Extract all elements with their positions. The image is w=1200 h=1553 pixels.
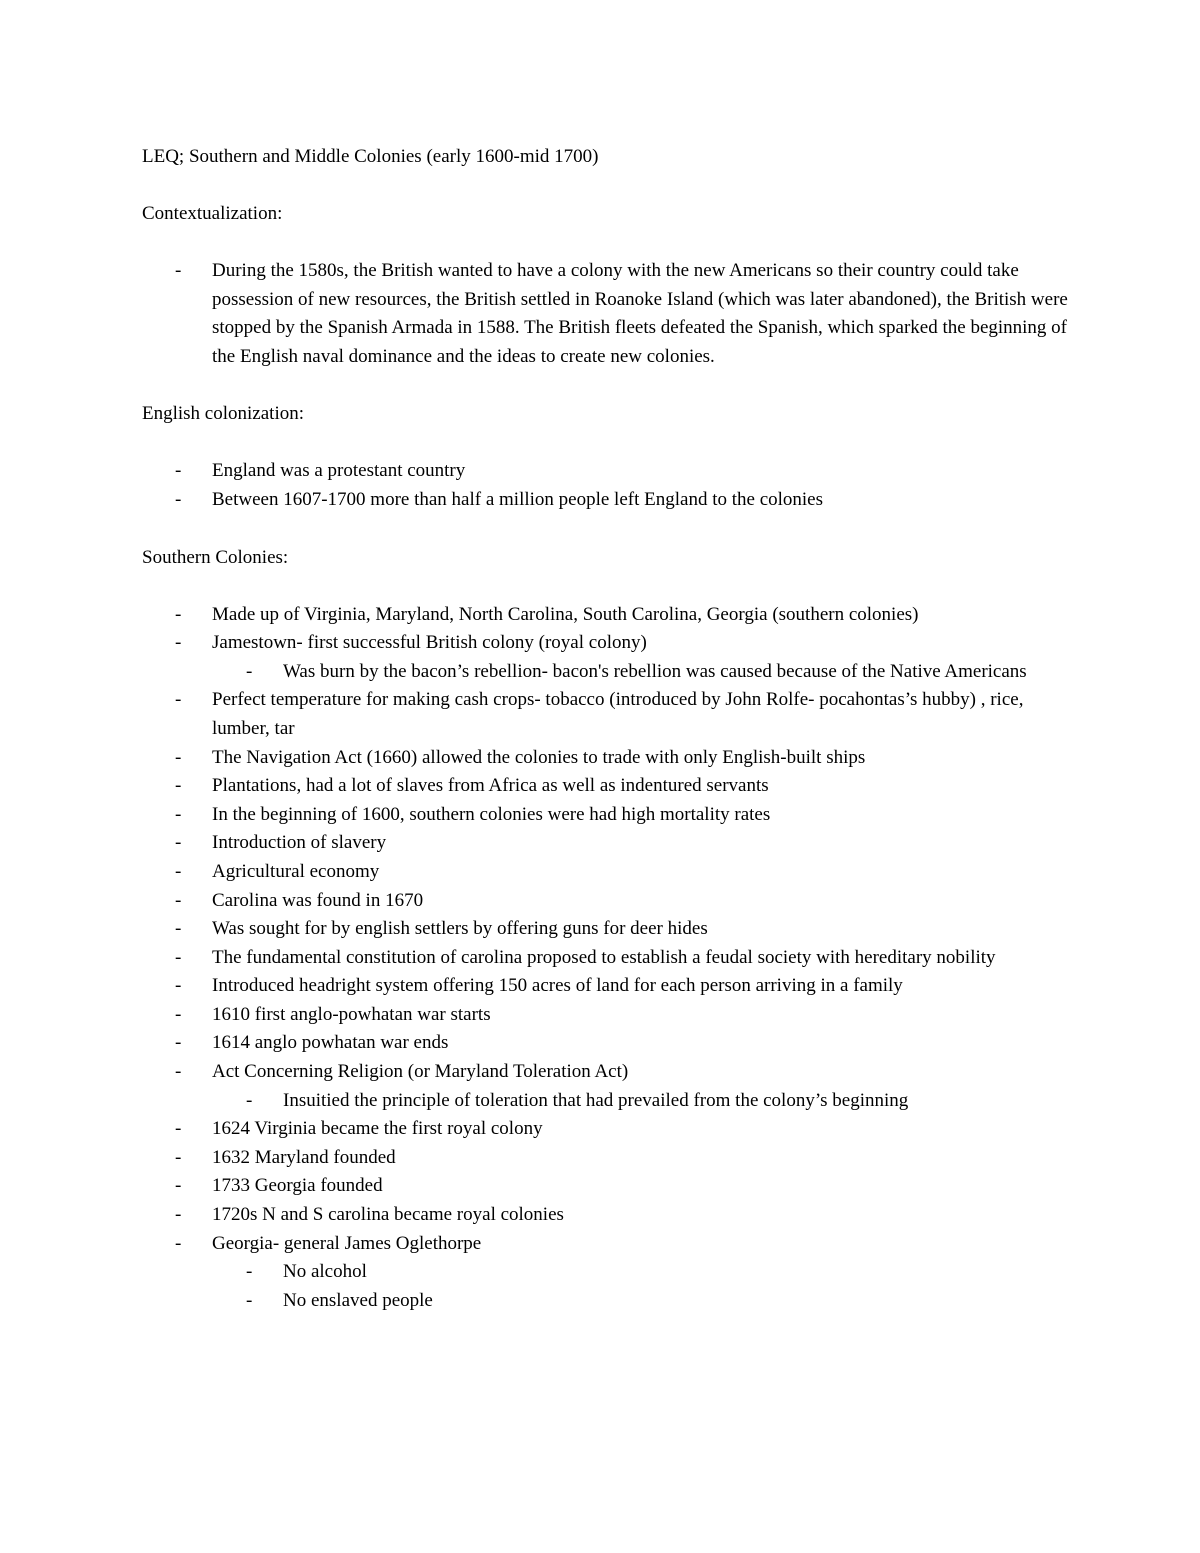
sub-list-item-text: Was burn by the bacon’s rebellion- bacon's rebellion was caused because of the Native Americans (283, 660, 1027, 682)
bullet-dash: - (246, 1089, 253, 1111)
sub-list-item (212, 1087, 1072, 1116)
list-item (142, 457, 1072, 486)
list-item-text: Georgia- general James Oglethorpe (212, 1232, 482, 1254)
spacer (142, 572, 1072, 601)
list-item-text: Plantations, had a lot of slaves from Africa as well as indentured servants (212, 775, 769, 797)
list-item-text: England was a protestant country (212, 460, 466, 482)
section-heading-english-colonization: English colonization: (142, 403, 305, 425)
list-item (142, 1144, 1072, 1173)
bullet-dash: - (175, 1232, 182, 1254)
sub-list (212, 1258, 1072, 1315)
list-item (142, 744, 1072, 773)
bullet-dash: - (175, 632, 182, 654)
list-item-text: 1632 Maryland founded (212, 1146, 396, 1168)
list-item (142, 829, 1072, 858)
list-item-text: Act Concerning Religion (or Maryland Toleration Act) (212, 1061, 629, 1083)
list-item (142, 1001, 1072, 1030)
spacer (142, 428, 1072, 457)
bullet-dash: - (175, 689, 182, 711)
bullet-dash: - (175, 488, 182, 510)
sub-list-item (212, 658, 1072, 687)
list-item (142, 915, 1072, 944)
bullet-dash: - (246, 660, 253, 682)
list-item-text: 1614 anglo powhatan war ends (212, 1032, 449, 1054)
bullet-dash: - (175, 460, 182, 482)
bullet-dash: - (175, 746, 182, 768)
sub-list-item (212, 1258, 1072, 1287)
spacer (142, 228, 1072, 257)
bullet-dash: - (175, 918, 182, 940)
section-heading-contextualization: Contextualization: (142, 203, 283, 224)
sub-list-item (212, 1287, 1072, 1316)
list-item-text: Made up of Virginia, Maryland, North Carolina, South Carolina, Georgia (southern colonies) (212, 603, 919, 625)
bullet-dash: - (175, 260, 182, 281)
southern-colonies-list (142, 601, 1072, 1316)
list-item-text: Introduction of slavery (212, 832, 387, 854)
list-item-text: Agricultural economy (212, 860, 380, 882)
spacer (142, 371, 1072, 400)
spacer (142, 171, 1072, 200)
spacer (142, 515, 1072, 544)
list-item-text: 1720s N and S carolina became royal colonies (212, 1204, 564, 1226)
list-item (142, 1230, 1072, 1316)
bullet-dash: - (175, 1061, 182, 1083)
list-item-text: Jamestown- first successful British colony (royal colony) (212, 632, 647, 654)
bullet-dash: - (246, 1289, 253, 1311)
bullet-dash: - (175, 1146, 182, 1168)
bullet-dash: - (175, 1118, 182, 1140)
bullet-dash: - (175, 832, 182, 854)
bullet-dash: - (175, 1003, 182, 1025)
bullet-dash: - (175, 860, 182, 882)
english-colonization-list (142, 457, 1072, 514)
bullet-dash: - (175, 775, 182, 797)
list-item (142, 601, 1072, 630)
list-item (142, 486, 1072, 515)
sub-list (212, 1087, 1072, 1116)
list-item (142, 801, 1072, 830)
document-page (142, 143, 1072, 1315)
list-item-text: 1610 first anglo-powhatan war starts (212, 1003, 491, 1025)
list-item (142, 772, 1072, 801)
sub-list (212, 658, 1072, 687)
list-item (142, 944, 1072, 973)
bullet-dash: - (175, 1032, 182, 1054)
sub-list-item-text: No alcohol (283, 1261, 367, 1283)
document-title: LEQ; Southern and Middle Colonies (early 1600-mid 1700) (142, 146, 599, 167)
sub-list-item-text: No enslaved people (283, 1289, 433, 1311)
bullet-dash: - (175, 946, 182, 968)
contextualization-list (142, 257, 1072, 371)
list-item (142, 1058, 1072, 1115)
list-item-text: Perfect temperature for making cash crops- tobacco (introduced by John Rolfe- pocahontas’s hubby) , rice, lumber, tar (212, 689, 1024, 739)
list-item-text: The fundamental constitution of carolina proposed to establish a feudal society with hereditary nobility (212, 946, 996, 968)
list-item-text: Introduced headright system offering 150 acres of land for each person arriving in a family (212, 975, 903, 997)
bullet-dash: - (246, 1261, 253, 1283)
list-item (142, 1172, 1072, 1201)
list-item (142, 1029, 1072, 1058)
list-item-text: Carolina was found in 1670 (212, 889, 424, 911)
list-item-text: Between 1607-1700 more than half a million people left England to the colonies (212, 488, 824, 510)
list-item (142, 1201, 1072, 1230)
list-item-text: 1733 Georgia founded (212, 1175, 383, 1197)
list-item-text: 1624 Virginia became the first royal colony (212, 1118, 543, 1140)
list-item (142, 1115, 1072, 1144)
list-item-text: During the 1580s, the British wanted to have a colony with the new Americans so their country could take possession of new resources, the British settled in Roanoke Island (which was later abandoned), the British were stopped by the Spanish Armada in 1588. The British fleets defeated the Spanish, which sparked the beginning of the English naval dominance and the ideas to create new colonies. (212, 260, 1068, 367)
bullet-dash: - (175, 803, 182, 825)
list-item (142, 686, 1072, 743)
list-item-text: Was sought for by english settlers by offering guns for deer hides (212, 918, 708, 940)
bullet-dash: - (175, 1204, 182, 1226)
list-item (142, 629, 1072, 686)
list-item-text: In the beginning of 1600, southern colonies were had high mortality rates (212, 803, 771, 825)
bullet-dash: - (175, 975, 182, 997)
bullet-dash: - (175, 889, 182, 911)
list-item-text: The Navigation Act (1660) allowed the colonies to trade with only English-built ships (212, 746, 866, 768)
section-heading-southern-colonies: Southern Colonies: (142, 546, 289, 568)
list-item (142, 972, 1072, 1001)
list-item (142, 858, 1072, 887)
bullet-dash: - (175, 1175, 182, 1197)
list-item (142, 887, 1072, 916)
sub-list-item-text: Insuitied the principle of toleration that had prevailed from the colony’s beginning (283, 1089, 909, 1111)
list-item (142, 257, 1072, 371)
bullet-dash: - (175, 603, 182, 625)
